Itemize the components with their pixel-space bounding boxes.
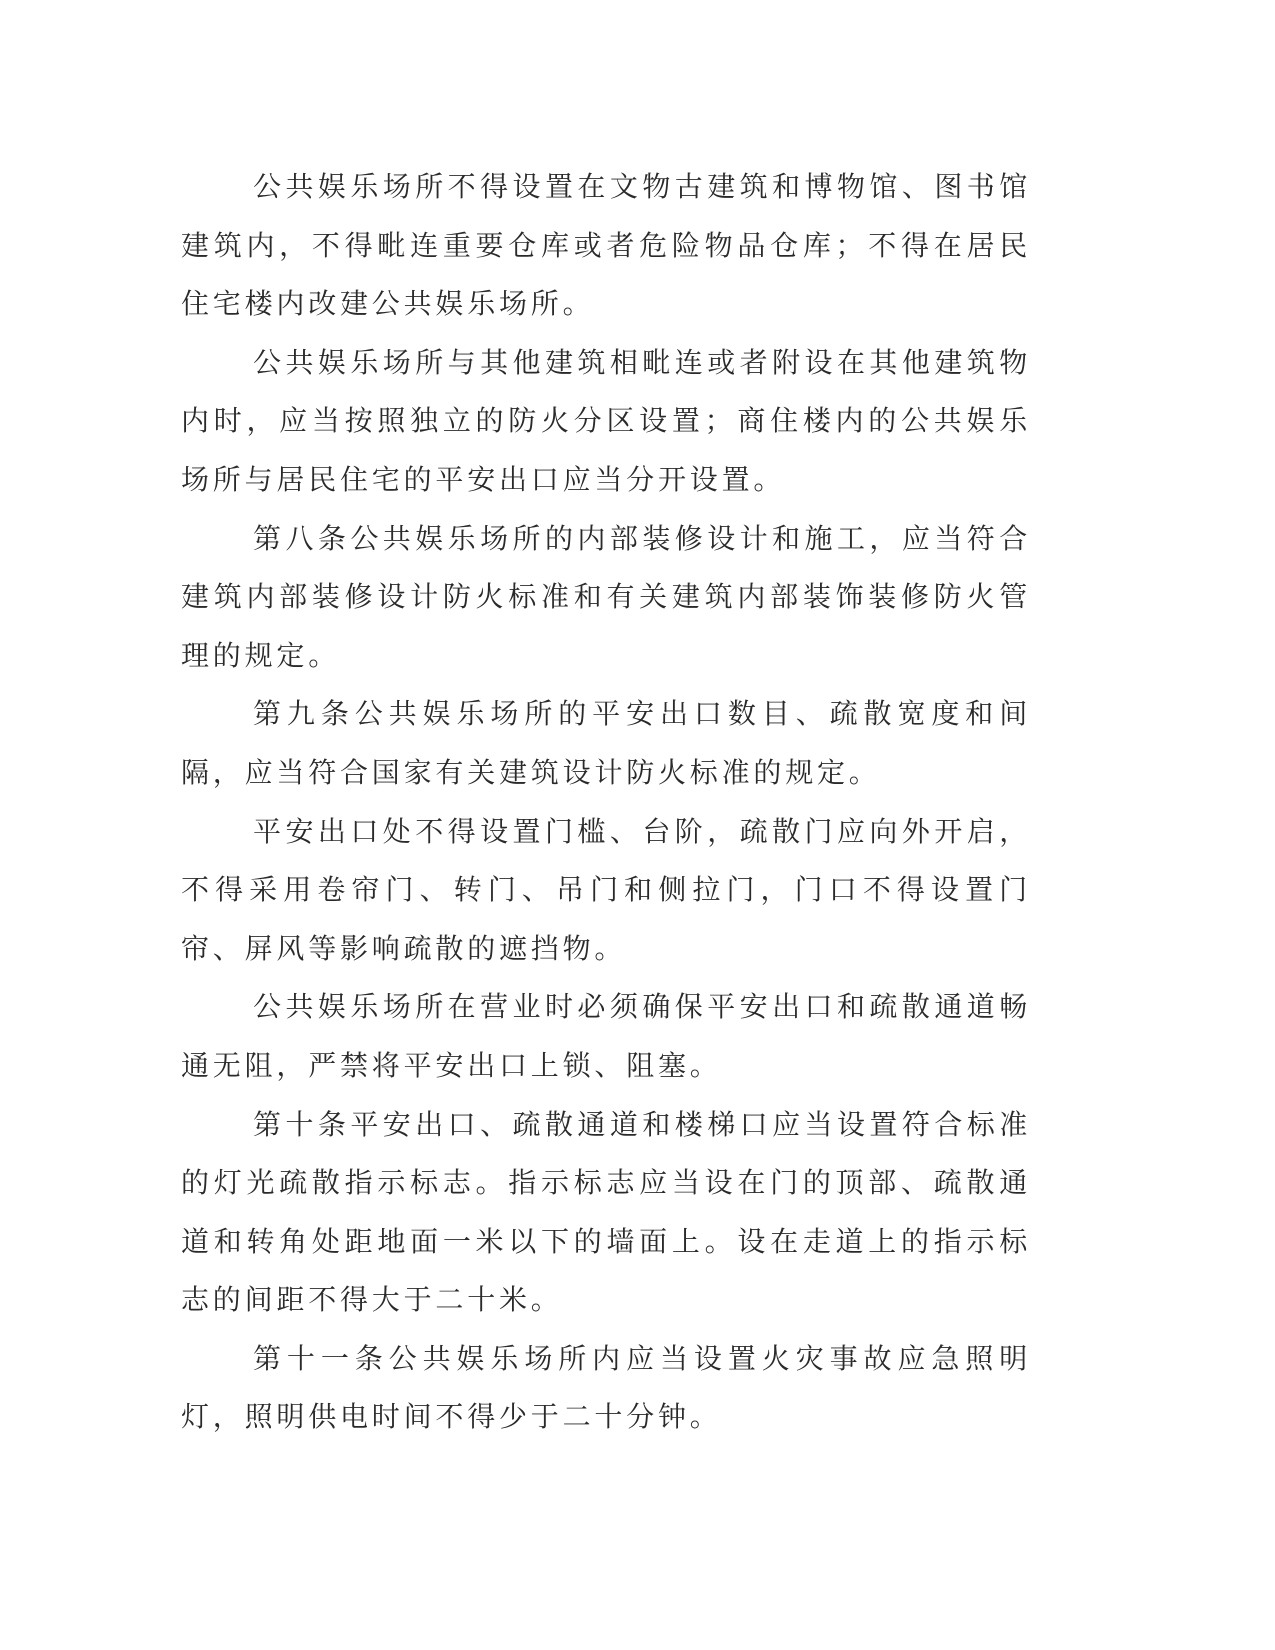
paragraph: 第九条公共娱乐场所的平安出口数目、疏散宽度和间隔，应当符合国家有关建筑设计防火标准的规定。 — [181, 697, 1031, 789]
paragraph: 第八条公共娱乐场所的内部装修设计和施工，应当符合建筑内部装修设计防火标准和有关建筑内部装饰装修防火管理的规定。 — [181, 521, 1031, 672]
document-body — [181, 158, 1031, 1447]
paragraph: 第十条平安出口、疏散通道和楼梯口应当设置符合标准的灯光疏散指示标志。指示标志应当设在门的顶部、疏散通道和转角处距地面一米以下的墙面上。设在走道上的指示标志的间距不得大于二十米。 — [181, 1107, 1031, 1317]
paragraph: 第十一条公共娱乐场所内应当设置火灾事故应急照明灯，照明供电时间不得少于二十分钟。 — [181, 1341, 1031, 1434]
paragraph: 公共娱乐场所不得设置在文物古建筑和博物馆、图书馆建筑内，不得毗连重要仓库或者危险物品仓库；不得在居民住宅楼内改建公共娱乐场所。 — [181, 170, 1031, 321]
paragraph: 公共娱乐场所与其他建筑相毗连或者附设在其他建筑物内时，应当按照独立的防火分区设置；商住楼内的公共娱乐场所与居民住宅的平安出口应当分开设置。 — [181, 345, 1031, 496]
paragraph: 平安出口处不得设置门槛、台阶，疏散门应向外开启，不得采用卷帘门、转门、吊门和侧拉门，门口不得设置门帘、屏风等影响疏散的遮挡物。 — [181, 814, 1031, 965]
paragraph: 公共娱乐场所在营业时必须确保平安出口和疏散通道畅通无阻，严禁将平安出口上锁、阻塞。 — [181, 990, 1031, 1082]
